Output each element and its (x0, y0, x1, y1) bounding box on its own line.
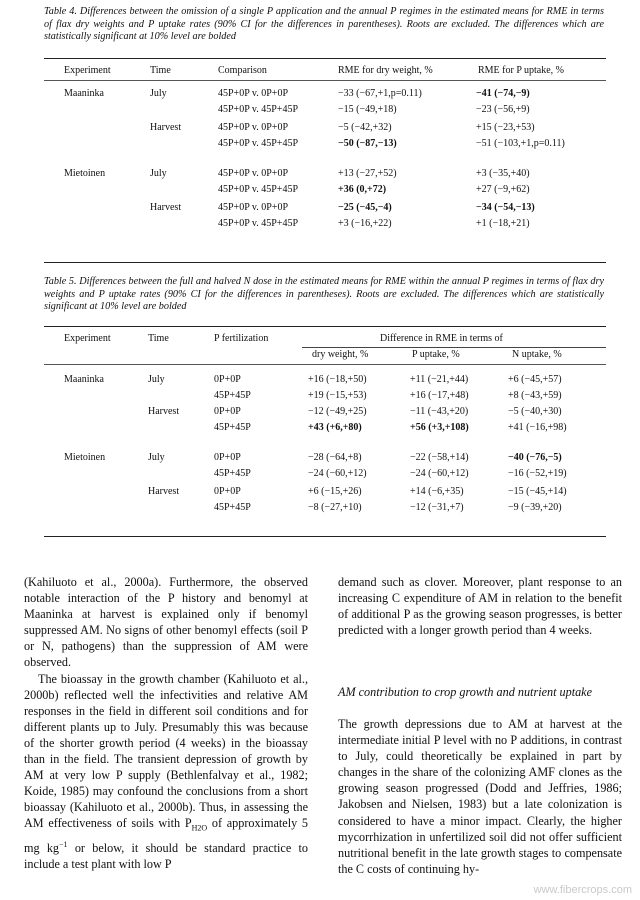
table5-cell-pfert: 0P+0P (214, 452, 241, 463)
table5-cell-nu: −16 (−52,+19) (508, 468, 567, 479)
table5-header-time: Time (148, 333, 169, 344)
table4-cell-rme-dw: +13 (−27,+52) (338, 168, 397, 179)
table5-cell-pfert: 0P+0P (214, 486, 241, 497)
table4-cell-comparison: 45P+0P v. 45P+45P (218, 218, 299, 229)
table5-cell-pfert: 0P+0P (214, 374, 241, 385)
table4-header-rule (44, 80, 606, 81)
table5-spanner-rule (302, 347, 606, 348)
table4-header-experiment: Experiment (64, 65, 111, 76)
table5-cell-pu: −24 (−60,+12) (410, 468, 469, 479)
table5-cell-dw: −28 (−64,+8) (308, 452, 362, 463)
table4-cell-rme-dw: +3 (−16,+22) (338, 218, 392, 229)
table4-header-rme-dw: RME for dry weight, % (338, 65, 433, 76)
table5-cell-nu: −40 (−76,−5) (508, 452, 562, 463)
watermark: www.fibercrops.com (533, 884, 632, 896)
table5-cell-pu: +14 (−6,+35) (410, 486, 464, 497)
table5-subheader-dw: dry weight, % (312, 349, 369, 360)
table4-cell-rme-pu: +3 (−35,+40) (476, 168, 530, 179)
left-paragraph-2-text: The bioassay in the growth chamber (Kahiluoto et al., 2000b) reflected well the infectivities and relative AM responses in the field in different soil conditions and for different plants up to July. Presumably this was because of the shorter growth period (4 weeks) in the bioassay than in the field. The transient depression of growth by AM at very low P supply (Bethlenfalvay et al., 1982; Koide, 1985) may confound the conclusions from a short bioassay (Kahiluoto et al., 2000b). Thus, in assessing the AM effectiveness of soils with P (24, 671, 308, 831)
table5-cell-pu: +11 (−21,+44) (410, 374, 469, 385)
table5-subheader-nu: N uptake, % (512, 349, 562, 360)
right-paragraph-1: demand such as clover. Moreover, plant response to an increasing C expenditure of AM in relation to the benefit of additional P as the growing season progresses, is better predicted with a longer growth period than 4 weeks. (338, 575, 622, 638)
table4-header-comparison: Comparison (218, 65, 267, 76)
table5-cell-time: July (148, 374, 165, 385)
table5-cell-pfert: 45P+45P (214, 502, 251, 513)
section-heading: AM contribution to crop growth and nutrient uptake (338, 685, 592, 699)
table5-caption-label: Table 5. (44, 276, 77, 287)
table5-cell-pfert: 45P+45P (214, 422, 251, 433)
table5-header-pfert: P fertilization (214, 333, 269, 344)
table5-cell-dw: +16 (−18,+50) (308, 374, 367, 385)
table5-cell-experiment: Mietoinen (64, 452, 106, 463)
table5-header-experiment: Experiment (64, 333, 111, 344)
table4-cell-rme-pu: +15 (−23,+53) (476, 122, 535, 133)
table4-top-rule (44, 58, 606, 59)
table4-cell-time: July (150, 168, 167, 179)
table4-cell-rme-pu: +27 (−9,+62) (476, 184, 530, 195)
table5-header-diff: Difference in RME in terms of (380, 333, 503, 344)
right-column-para1 (338, 574, 622, 638)
table4-cell-rme-pu: −23 (−56,+9) (476, 104, 530, 115)
table4-cell-rme-pu: −51 (−103,+1,p=0.11) (476, 138, 565, 149)
table4-cell-rme-dw: −5 (−42,+32) (338, 122, 392, 133)
table5-cell-pu: −22 (−58,+14) (410, 452, 469, 463)
table5-cell-pfert: 0P+0P (214, 406, 241, 417)
table5-cell-dw: −24 (−60,+12) (308, 468, 367, 479)
table5-cell-pfert: 45P+45P (214, 468, 251, 479)
table5-top-rule (44, 326, 606, 327)
table4-cell-rme-dw: −50 (−87,−13) (338, 138, 397, 149)
table5-cell-time: Harvest (148, 486, 180, 497)
table4-cell-rme-dw: +36 (0,+72) (338, 184, 387, 195)
table5-cell-nu: +8 (−43,+59) (508, 390, 562, 401)
left-paragraph-2-sup: −1 (59, 839, 68, 849)
table4-header-time: Time (150, 65, 171, 76)
table4-cell-comparison: 45P+0P v. 0P+0P (218, 122, 289, 133)
table4-caption (44, 6, 604, 44)
table5-cell-time: Harvest (148, 406, 180, 417)
table5-header-rule (44, 364, 606, 365)
table4-cell-comparison: 45P+0P v. 0P+0P (218, 88, 289, 99)
table4-caption-text: Differences between the omission of a single P application and the annual P regimes in the estimated means for RME in terms of flax dry weights and P uptake rates (90% CI for the differences in parentheses). Roots are excluded. The differences which are statistically significant at 10% level are bolded (44, 6, 604, 43)
table4-cell-time: Harvest (150, 202, 182, 213)
table4-cell-rme-dw: −15 (−49,+18) (338, 104, 397, 115)
table5-cell-nu: −15 (−45,+14) (508, 486, 567, 497)
table4-header-rme-pu: RME for P uptake, % (478, 65, 565, 76)
table4-cell-rme-dw: −33 (−67,+1,p=0.11) (338, 88, 422, 99)
left-paragraph-1: (Kahiluoto et al., 2000a). Furthermore, the observed notable interaction of the P history and benomyl at Maaninka at harvest is explained only if benomyl suppressed AM. No signs of other benomyl effects (soil P or N, pathogens) than the suppression of AM were observed. (24, 575, 308, 670)
table5-cell-pfert: 45P+45P (214, 390, 251, 401)
left-paragraph-2-text-b: of approximately 5 mg kg (24, 816, 308, 855)
table4-cell-comparison: 45P+0P v. 0P+0P (218, 202, 289, 213)
table4-cell-rme-dw: −25 (−45,−4) (338, 202, 392, 213)
left-paragraph-2 (24, 671, 308, 873)
table5-cell-dw: +19 (−15,+53) (308, 390, 367, 401)
table4-cell-experiment: Mietoinen (64, 168, 106, 179)
table4-cell-rme-pu: −41 (−74,−9) (476, 88, 530, 99)
right-column-para2 (338, 716, 622, 877)
table5-cell-pu: +16 (−17,+48) (410, 390, 469, 401)
table4-cell-rme-pu: +1 (−18,+21) (476, 218, 530, 229)
table5-cell-pu: −12 (−31,+7) (410, 502, 464, 513)
table5-cell-pu: +56 (+3,+108) (410, 422, 469, 433)
table5-cell-dw: +43 (+6,+80) (308, 422, 362, 433)
table5-cell-pu: −11 (−43,+20) (410, 406, 469, 417)
table5-caption-text: Differences between the full and halved N dose in the estimated means for RME within the annual P regimes in terms of flax dry weights and P uptake rates (90% CI for the differences in parentheses). Roots are excluded. The differences which are statistically significant at 10% level are bolded (44, 276, 605, 313)
left-column (24, 574, 308, 872)
table5-cell-dw: −8 (−27,+10) (308, 502, 362, 513)
table5-cell-dw: +6 (−15,+26) (308, 486, 362, 497)
table5-cell-experiment: Maaninka (64, 374, 104, 385)
table5-cell-nu: +6 (−45,+57) (508, 374, 562, 385)
table5-cell-time: July (148, 452, 165, 463)
table4-cell-comparison: 45P+0P v. 45P+45P (218, 138, 299, 149)
table4-cell-rme-pu: −34 (−54,−13) (476, 202, 535, 213)
left-paragraph-2-sub: H2O (191, 823, 208, 833)
table4-cell-time: July (150, 88, 167, 99)
table4-cell-comparison: 45P+0P v. 45P+45P (218, 184, 299, 195)
table4-cell-comparison: 45P+0P v. 45P+45P (218, 104, 299, 115)
left-paragraph-2-text-c: or below, it should be standard practice to include a test plant with low P (24, 841, 308, 872)
table5-cell-dw: −12 (−49,+25) (308, 406, 367, 417)
table4-cell-time: Harvest (150, 122, 182, 133)
table5-subheader-pu: P uptake, % (412, 349, 460, 360)
table5-bottom-rule (44, 536, 606, 537)
table5-cell-nu: −5 (−40,+30) (508, 406, 562, 417)
table4-bottom-rule (44, 262, 606, 263)
right-paragraph-2: The growth depressions due to AM at harvest at the intermediate initial P level with no P additions, in contrast to July, could theoretically be explained in part by changes in the share of the colonizing AMF clones as the growing season progressed (Dodd and Jeffries, 1986; Jakobsen and Nielsen, 1983) but a late colonization is considered to have a minor impact. Clearly, the higher mycorrhization in unfertilized soil did not offer sufficient nutritional benefit in the late growth stages to compensate the C costs of continuing hy- (338, 717, 622, 876)
table4-cell-experiment: Maaninka (64, 88, 104, 99)
table5-cell-nu: −9 (−39,+20) (508, 502, 562, 513)
table5-caption (44, 276, 604, 314)
table4-cell-comparison: 45P+0P v. 0P+0P (218, 168, 289, 179)
table5-cell-nu: +41 (−16,+98) (508, 422, 567, 433)
table4-caption-label: Table 4. (44, 6, 77, 17)
